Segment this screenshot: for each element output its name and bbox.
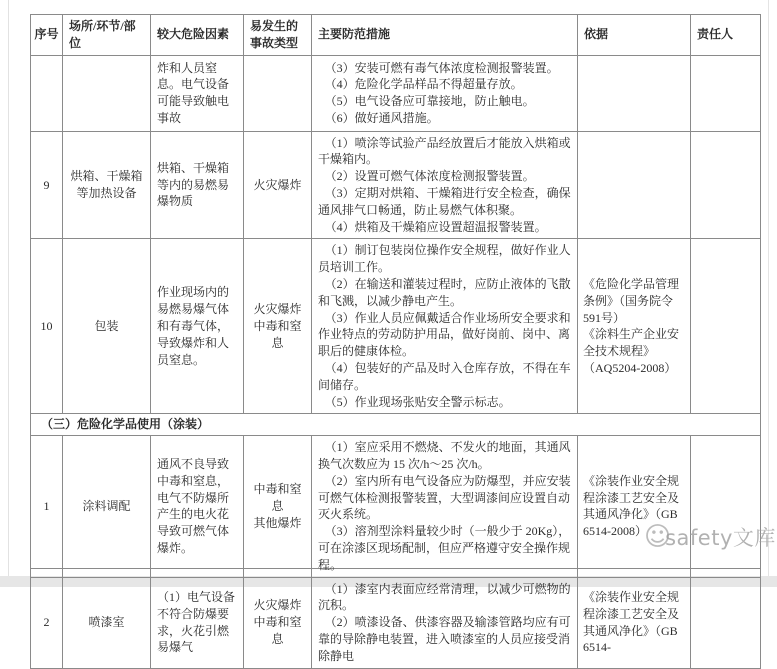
cell-owner: [691, 436, 761, 577]
cell-num: 1: [31, 436, 63, 577]
measures-line: （2）室内所有电气设备应为防爆型，并应安装可燃气体检测报警装置，大型调漆间应设置自动灭火系统。: [318, 473, 571, 522]
basis-line: 《涂料生产企业安全技术规程》（AQ5204-2008）: [583, 327, 680, 375]
header-cell-num: 序号: [31, 15, 63, 56]
watermark-text: safety文库: [665, 526, 776, 550]
measures-line: （3）定期对烘箱、干燥箱进行安全检查，确保通风排气口畅通，防止易燃气体积聚。: [318, 185, 571, 217]
table-row: [31, 239, 761, 414]
cell-measures: [312, 55, 578, 131]
measures-line: （2）喷漆设备、供漆容器及输漆管路均应有可靠的导除静电装置，进入喷漆室的人员应接受消除静电: [318, 615, 571, 663]
cell-factors: （1）电气设备不符合防爆要求，火花引燃易爆气: [151, 577, 244, 668]
cell-accident: [244, 577, 312, 668]
page-edge-left: [8, 0, 9, 576]
header-cell-place: 场所/环节/部位: [63, 15, 151, 56]
measures-line: （3）作业人员应佩戴适合作业场所安全要求和作业特点的劳动防护用品，做好岗前、岗中、离职后的健康体检。: [318, 310, 571, 359]
measures-line: （1）室应采用不燃烧、不发火的地面，其通风换气次数应为 15 次/h～25 次/h。: [318, 440, 571, 471]
cell-accident: [244, 131, 312, 239]
table-body: [31, 55, 761, 668]
section-title: （三）危险化学品使用（涂装）: [31, 414, 761, 436]
table-row: [31, 131, 761, 239]
basis-line: 《危险化学品管理条例》（国务院令 591号）: [583, 276, 680, 325]
accident-line: 火灾爆炸: [253, 302, 302, 317]
accident-line: 中毒和窒息: [253, 482, 302, 513]
table-header: [31, 15, 761, 56]
measures-line: （3）安装可燃有毒气体浓度检测报警装置。: [324, 60, 559, 75]
accident-line: 中毒和窒息: [253, 318, 302, 350]
header-cell-factors: 较大危险因素: [151, 15, 244, 56]
cell-num: 10: [31, 239, 63, 414]
cell-owner: [691, 131, 761, 239]
cell-place: 包装: [63, 239, 151, 414]
page-edge-right: [768, 0, 769, 576]
basis-line: 《涂装作业安全规程涂漆工艺安全及其通风净化》（GB 6514-2008）: [583, 473, 680, 539]
cell-place: [63, 55, 151, 131]
table-row: [31, 577, 761, 668]
cell-factors: 炸和人员窒息。电气设备可能导致触电事故: [151, 55, 244, 131]
measures-line: （4）烘箱及干燥箱应设置超温报警装置。: [324, 219, 547, 234]
cell-accident: [244, 436, 312, 577]
cell-measures: [312, 131, 578, 239]
cell-accident: [244, 55, 312, 131]
cell-owner: [691, 239, 761, 414]
cell-owner: [691, 55, 761, 131]
cell-place: 喷漆室: [63, 577, 151, 668]
table-row: [31, 55, 761, 131]
measures-line: （2）设置可燃气体浓度检测报警装置。: [324, 169, 535, 184]
watermark-smiley-icon: ☺: [644, 522, 672, 552]
measures-line: （1）制订包装岗位操作安全规程，做好作业人员培训工作。: [318, 243, 571, 275]
measures-line: （5）电气设备应可靠接地，防止触电。: [324, 94, 535, 109]
cell-owner: [691, 577, 761, 668]
measures-line: （6）做好通风措施。: [324, 110, 439, 125]
cell-place: 涂料调配: [63, 436, 151, 577]
cell-num: [31, 55, 63, 131]
measures-line: （1）喷涂等试验产品经放置后才能放入烘箱或干燥箱内。: [318, 135, 571, 167]
accident-line: 中毒和窒息: [253, 615, 302, 646]
cell-num: 2: [31, 577, 63, 668]
cell-factors: 烘箱、干燥箱等内的易燃易爆物质: [151, 131, 244, 239]
measures-line: （5）作业现场张贴安全警示标志。: [324, 394, 511, 409]
cell-basis: [578, 577, 691, 668]
measures-line: （2）在输送和灌装过程时，应防止液体的飞散和飞溅，以减少静电产生。: [318, 276, 571, 308]
cell-basis: [578, 436, 691, 577]
measures-line: （3）溶剂型涂料量较少时（一般少于 20Kg），可在涂漆区现场配制，但应严格遵守安全操作规程。: [318, 524, 571, 572]
header-cell-basis: 依据: [578, 15, 691, 56]
accident-line: 火灾爆炸: [253, 598, 302, 613]
cell-factors: 作业现场内的易燃易爆气体和有毒气体，导致爆炸和人员窒息。: [151, 239, 244, 414]
safety-risk-table-container: [30, 14, 760, 663]
header-cell-owner: 责任人: [691, 15, 761, 56]
measures-line: （1）漆室内表面应经常清理，以减少可燃物的沉积。: [318, 581, 571, 613]
cell-basis: [578, 55, 691, 131]
cell-factors: 通风不良导致中毒和窒息，电气不防爆所产生的电火花导致可燃气体爆炸。: [151, 436, 244, 577]
cell-place: 烘箱、干燥箱等加热设备: [63, 131, 151, 239]
section-row: [31, 414, 761, 436]
cell-num: 9: [31, 131, 63, 239]
table-row: [31, 436, 761, 577]
accident-line: 火灾爆炸: [253, 177, 302, 192]
cell-basis: [578, 239, 691, 414]
header-cell-accident: 易发生的事故类型: [244, 15, 312, 56]
header-cell-measures: 主要防范措施: [312, 15, 578, 56]
cell-measures: [312, 436, 578, 577]
cell-accident: [244, 239, 312, 414]
accident-line: 其他爆炸: [253, 515, 302, 530]
measures-line: （4）危险化学品样品不得超量存放。: [324, 77, 523, 92]
table-header-row: [31, 15, 761, 56]
cell-measures: [312, 577, 578, 668]
safety-risk-table: [30, 14, 761, 669]
basis-line: 《涂装作业安全规程涂漆工艺安全及其通风净化》（GB 6514-: [583, 589, 680, 655]
cell-measures: [312, 239, 578, 414]
cell-basis: [578, 131, 691, 239]
measures-line: （4）包装好的产品及时入仓库存放，不得在车间储存。: [318, 360, 571, 392]
